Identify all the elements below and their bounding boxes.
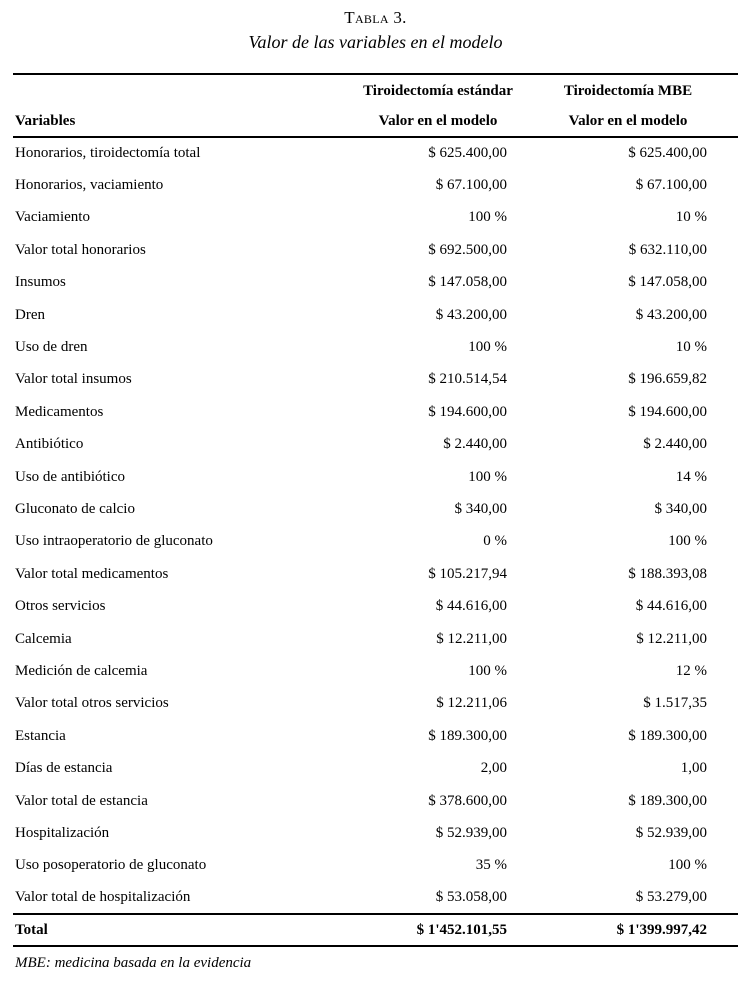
cell-standard: $ 12.211,06 — [436, 695, 507, 712]
column-header-mbe-subtitle: Valor en el modelo — [568, 113, 688, 129]
table-row — [13, 590, 738, 622]
cell-variable: Calcemia — [15, 630, 72, 647]
table-row — [13, 558, 738, 590]
table-row — [13, 331, 738, 363]
cell-mbe: $ 625.400,00 — [628, 145, 707, 162]
cell-mbe: $ 1.517,35 — [643, 695, 707, 712]
column-header-mbe — [518, 74, 738, 137]
cell-standard: 0 % — [483, 533, 507, 550]
cell-variable: Valor total de hospitalización — [15, 889, 191, 906]
cell-mbe: $ 147.058,00 — [628, 274, 707, 291]
cell-standard: $ 210.514,54 — [428, 371, 507, 388]
cell-variable: Valor total insumos — [15, 371, 132, 388]
cell-mbe: $ 194.600,00 — [628, 403, 707, 420]
table-row — [13, 299, 738, 331]
cell-mbe: $ 44.616,00 — [635, 598, 707, 615]
table-row — [13, 234, 738, 266]
cell-standard: 2,00 — [480, 760, 507, 777]
cell-standard: $ 105.217,94 — [428, 565, 507, 582]
cell-variable: Hospitalización — [15, 824, 110, 841]
cell-standard: 100 % — [468, 468, 507, 485]
cell-standard: $ 147.058,00 — [428, 274, 507, 291]
cell-standard: 100 % — [468, 662, 507, 679]
table-row — [13, 655, 738, 687]
cell-variable: Dren — [15, 306, 45, 323]
variables-table — [13, 73, 738, 947]
cell-standard: $ 625.400,00 — [428, 145, 507, 162]
table-row — [13, 396, 738, 428]
table-subtitle: Valor de las variables en el modelo — [248, 32, 503, 52]
cell-variable: Estancia — [15, 727, 66, 744]
cell-standard: 100 % — [468, 339, 507, 356]
cell-variable: Vaciamiento — [15, 209, 90, 226]
cell-mbe: 1,00 — [680, 760, 707, 777]
total-standard-value: $ 1'452.101,55 — [416, 921, 507, 938]
cell-standard: $ 12.211,00 — [436, 630, 507, 647]
cell-standard: $ 189.300,00 — [428, 727, 507, 744]
cell-mbe: $ 67.100,00 — [635, 177, 707, 194]
table-row — [13, 526, 738, 558]
cell-variable: Gluconato de calcio — [15, 500, 135, 517]
cell-variable: Valor total otros servicios — [15, 695, 169, 712]
table-row — [13, 202, 738, 234]
cell-variable: Honorarios, tiroidectomía total — [15, 145, 201, 162]
cell-mbe: $ 52.939,00 — [635, 824, 707, 841]
table-row — [13, 429, 738, 461]
table-row — [13, 817, 738, 849]
cell-standard: $ 43.200,00 — [435, 306, 507, 323]
cell-mbe: 100 % — [668, 857, 707, 874]
table-row — [13, 137, 738, 169]
cell-variable: Días de estancia — [15, 760, 113, 777]
cell-standard: $ 2.440,00 — [443, 436, 507, 453]
cell-standard: $ 378.600,00 — [428, 792, 507, 809]
table-row — [13, 267, 738, 299]
column-header-variables: Variables — [15, 113, 76, 129]
table-row — [13, 752, 738, 784]
cell-mbe: 10 % — [675, 339, 707, 356]
column-header-standard — [358, 74, 518, 137]
cell-standard: 35 % — [475, 857, 507, 874]
cell-variable: Honorarios, vaciamiento — [15, 177, 164, 194]
table-row — [13, 850, 738, 882]
cell-mbe: $ 12.211,00 — [636, 630, 707, 647]
cell-variable: Otros servicios — [15, 598, 106, 615]
table-row — [13, 364, 738, 396]
table-row — [13, 882, 738, 914]
cell-mbe: 12 % — [675, 662, 707, 679]
cell-mbe: $ 53.279,00 — [635, 889, 707, 906]
cell-standard: $ 67.100,00 — [435, 177, 507, 194]
cell-standard: 100 % — [468, 209, 507, 226]
column-header-mbe-title: Tiroidectomía MBE — [563, 83, 693, 99]
table-body — [13, 137, 738, 914]
column-header-standard-title: Tiroidectomía estándar — [363, 83, 513, 99]
footnote: MBE: medicina basada en la evidencia — [15, 955, 252, 972]
table-row — [13, 461, 738, 493]
cell-standard: $ 692.500,00 — [428, 241, 507, 258]
cell-standard: $ 340,00 — [454, 500, 507, 517]
table-row — [13, 720, 738, 752]
cell-variable: Insumos — [15, 274, 66, 291]
table-title: Tabla 3. — [344, 8, 407, 27]
cell-standard: $ 44.616,00 — [435, 598, 507, 615]
cell-mbe: $ 189.300,00 — [628, 727, 707, 744]
cell-variable: Antibiótico — [15, 436, 84, 453]
cell-mbe: 10 % — [675, 209, 707, 226]
cell-mbe: $ 632.110,00 — [628, 241, 707, 258]
cell-variable: Valor total medicamentos — [15, 565, 169, 582]
cell-variable: Valor total de estancia — [15, 792, 148, 809]
cell-variable: Valor total honorarios — [15, 241, 146, 258]
table-row — [13, 688, 738, 720]
total-row — [13, 914, 738, 946]
cell-mbe: 100 % — [668, 533, 707, 550]
header-row — [13, 74, 738, 137]
cell-variable: Medición de calcemia — [15, 662, 148, 679]
cell-standard: $ 194.600,00 — [428, 403, 507, 420]
cell-mbe: 14 % — [675, 468, 707, 485]
cell-mbe: $ 189.300,00 — [628, 792, 707, 809]
cell-mbe: $ 2.440,00 — [643, 436, 707, 453]
table-row — [13, 785, 738, 817]
cell-variable: Uso posoperatorio de gluconato — [15, 857, 207, 874]
table-row — [13, 623, 738, 655]
cell-variable: Uso de dren — [15, 339, 88, 356]
cell-standard: $ 52.939,00 — [435, 824, 507, 841]
total-mbe-value: $ 1'399.997,42 — [616, 921, 707, 938]
cell-standard: $ 53.058,00 — [435, 889, 507, 906]
cell-variable: Medicamentos — [15, 403, 104, 420]
cell-variable: Uso de antibiótico — [15, 468, 125, 485]
total-label: Total — [15, 921, 48, 938]
table-row — [13, 493, 738, 525]
cell-variable: Uso intraoperatorio de gluconato — [15, 533, 213, 550]
cell-mbe: $ 43.200,00 — [635, 306, 707, 323]
cell-mbe: $ 340,00 — [654, 500, 707, 517]
column-header-standard-subtitle: Valor en el modelo — [378, 113, 498, 129]
cell-mbe: $ 196.659,82 — [628, 371, 707, 388]
table-row — [13, 169, 738, 201]
cell-mbe: $ 188.393,08 — [628, 565, 707, 582]
